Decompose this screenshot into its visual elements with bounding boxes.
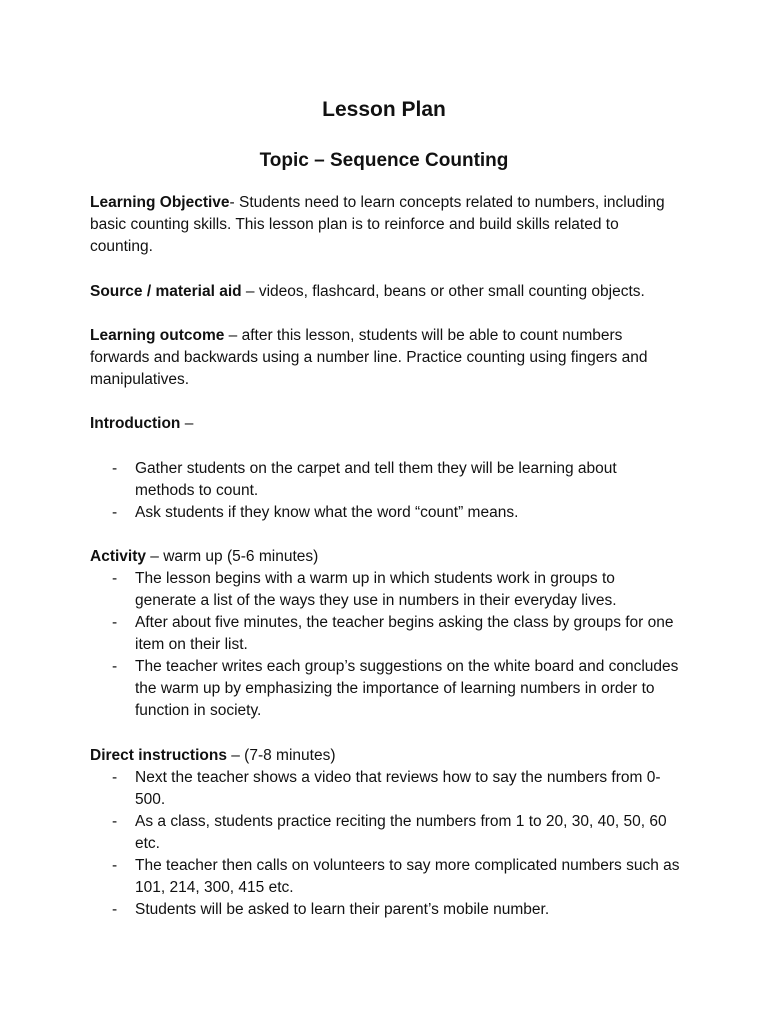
list-item (90, 855, 680, 899)
list-item-text: The lesson begins with a warm up in which students work in groups to generate a list of the ways they use in numbers in their everyday lives. (135, 570, 617, 609)
list-item (90, 899, 680, 921)
list-item (90, 502, 680, 524)
dash-bullet: - (112, 614, 118, 631)
activity-label: Activity (90, 548, 146, 565)
list-item (90, 568, 680, 612)
list-item (90, 767, 680, 811)
source-label: Source / material aid (90, 283, 242, 300)
direct-instructions-text: – (7-8 minutes) (226, 747, 336, 764)
dash-bullet: - (112, 658, 118, 675)
activity-heading (90, 546, 680, 568)
learning-outcome-text: – after this lesson, students will be able to count numbers forwards and backwards using a number line. Practice counting using fingers and manipulatives. (90, 327, 648, 388)
list-item (90, 458, 680, 502)
introduction-heading (90, 413, 680, 435)
activity-list (90, 568, 680, 722)
list-item-text: The teacher then calls on volunteers to say more complicated numbers such as 101, 214, 300, 415 etc. (135, 857, 680, 896)
direct-instructions-label: Direct instructions (90, 747, 227, 764)
dash-bullet: - (112, 857, 118, 874)
list-item-text: Next the teacher shows a video that reviews how to say the numbers from 0-500. (135, 769, 661, 808)
learning-outcome-label: Learning outcome (90, 327, 225, 344)
dash-bullet: - (112, 901, 118, 918)
list-item-text: After about five minutes, the teacher begins asking the class by groups for one item on their list. (135, 614, 674, 653)
topic-title: Topic – Sequence Counting (259, 150, 509, 171)
list-item-text: Gather students on the carpet and tell them they will be learning about methods to count. (135, 460, 617, 499)
dash-bullet: - (112, 460, 118, 477)
list-item (90, 656, 680, 722)
list-item-text: Students will be asked to learn their parent’s mobile number. (135, 901, 550, 918)
learning-outcome-paragraph (90, 325, 680, 391)
dash-bullet: - (112, 504, 118, 521)
document-title: Lesson Plan (322, 98, 446, 121)
list-item (90, 811, 680, 855)
list-item (90, 612, 680, 656)
activity-text: – warm up (5-6 minutes) (146, 548, 319, 565)
dash-bullet: - (112, 813, 118, 830)
learning-objective-paragraph (90, 192, 680, 258)
introduction-text: – (180, 415, 194, 432)
direct-instructions-list (90, 767, 680, 921)
learning-objective-text: - Students need to learn concepts related to numbers, including basic counting skills. This lesson plan is to reinforce and build skills related to counting. (90, 194, 665, 255)
source-paragraph (90, 281, 680, 303)
introduction-list (90, 458, 680, 524)
list-item-text: Ask students if they know what the word “count” means. (135, 504, 519, 521)
direct-instructions-heading (90, 745, 680, 767)
learning-objective-label: Learning Objective (90, 194, 230, 211)
dash-bullet: - (112, 769, 118, 786)
dash-bullet: - (112, 570, 118, 587)
source-text: – videos, flashcard, beans or other small counting objects. (241, 283, 645, 300)
introduction-label: Introduction (90, 415, 181, 432)
list-item-text: As a class, students practice reciting the numbers from 1 to 20, 30, 40, 50, 60 etc. (135, 813, 667, 852)
list-item-text: The teacher writes each group’s suggestions on the white board and concludes the warm up by emphasizing the importance of learning numbers in order to function in society. (135, 658, 679, 719)
